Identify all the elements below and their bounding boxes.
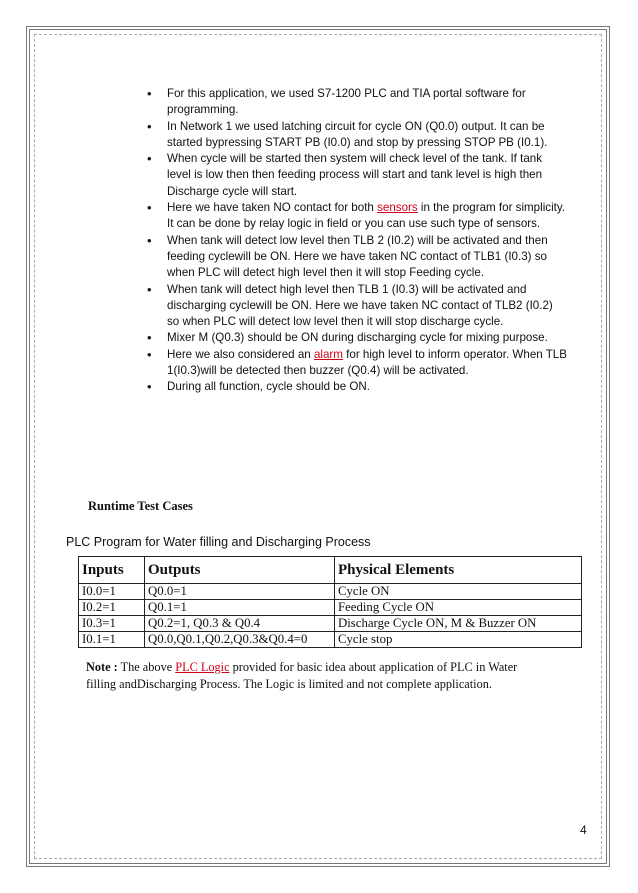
- table-row: [79, 584, 582, 600]
- table-cell: I0.1=1: [79, 632, 145, 648]
- table-row: [79, 616, 582, 632]
- runtime-heading: Runtime Test Cases: [88, 499, 193, 513]
- header-inputs: Inputs: [79, 557, 145, 584]
- list-item: • In Network 1 we used latching circuit for cycle ON (Q0.0) output. It can be started bypressing START PB (I0.0) and stop by pressing STOP PB (I0.1).: [148, 119, 568, 152]
- list-item: • Mixer M (Q0.3) should be ON during discharging cycle for mixing purpose.: [148, 330, 568, 346]
- table-cell: Q0.1=1: [145, 600, 335, 616]
- list-item: • When cycle will be started then system will check level of the tank. If tank level is low then then feeding process will start and tank level is high then Discharge cycle will start.: [148, 151, 568, 200]
- header-physical: Physical Elements: [335, 557, 582, 584]
- list-item: • When tank will detect low level then TLB 2 (I0.2) will be activated and then feeding cyclewill be ON. Here we have taken NC contact of TLB1 (I0.3) so when PLC will detect high level then it will stop Feeding cycle.: [148, 233, 568, 282]
- list-item: • Here we also considered an alarm for high level to inform operator. When TLB 1(I0.3)will be detected then buzzer (Q0.4) will be activated.: [148, 347, 568, 380]
- table-cell: Feeding Cycle ON: [335, 600, 582, 616]
- table-row: [79, 600, 582, 616]
- table-cell: Q0.0,Q0.1,Q0.2,Q0.3&Q0.4=0: [145, 632, 335, 648]
- page-number: 4: [580, 823, 587, 837]
- bullet-list: [148, 86, 568, 396]
- table-cell: Cycle stop: [335, 632, 582, 648]
- table-cell: I0.2=1: [79, 600, 145, 616]
- table-cell: I0.3=1: [79, 616, 145, 632]
- list-item: • For this application, we used S7-1200 PLC and TIA portal software for programming.: [148, 86, 568, 119]
- note-paragraph: Note : The above PLC Logic provided for basic idea about application of PLC in Water filling andDischarging Process. The Logic is limited and not complete application.: [86, 660, 518, 691]
- table-cell: Discharge Cycle ON, M & Buzzer ON: [335, 616, 582, 632]
- plc-logic-link[interactable]: PLC Logic: [175, 660, 230, 674]
- table-header-row: [79, 557, 582, 584]
- alarm-link[interactable]: alarm: [313, 347, 343, 361]
- program-title: PLC Program for Water filling and Discharging Process: [66, 535, 371, 549]
- table-cell: Q0.0=1: [145, 584, 335, 600]
- sensors-link[interactable]: sensors: [377, 201, 418, 215]
- table-cell: Q0.2=1, Q0.3 & Q0.4: [145, 616, 335, 632]
- table-row: [79, 632, 582, 648]
- plc-table: [78, 556, 582, 648]
- list-item: • When tank will detect high level then TLB 1 (I0.3) will be activated and discharging cyclewill be ON. Here we have taken NC contact of TLB2 (I0.2) so when PLC will detect low level then it will stop discharge cycle.: [148, 282, 568, 331]
- note-label: Note :: [86, 660, 118, 674]
- list-item: • Here we have taken NO contact for both sensors in the program for simplicity. It can be done by relay logic in field or you can use such type of sensors.: [148, 200, 568, 233]
- header-outputs: Outputs: [145, 557, 335, 584]
- table-cell: I0.0=1: [79, 584, 145, 600]
- table-cell: Cycle ON: [335, 584, 582, 600]
- list-item: • During all function, cycle should be ON.: [148, 379, 568, 395]
